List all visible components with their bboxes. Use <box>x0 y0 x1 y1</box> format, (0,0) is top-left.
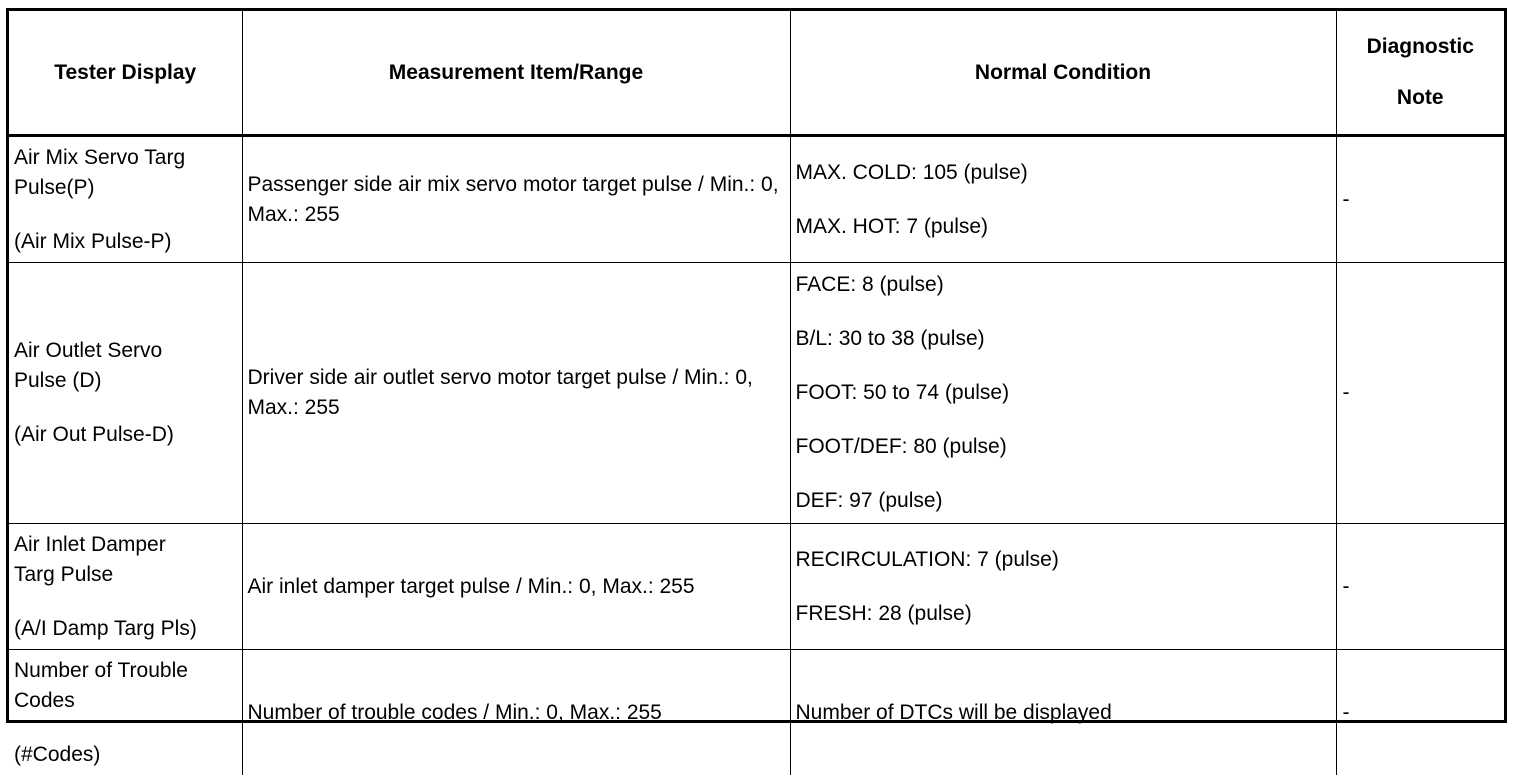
measurement-cell: Number of trouble codes / Min.: 0, Max.: 255 <box>242 650 790 775</box>
condition-line: FOOT: 50 to 74 (pulse) <box>796 378 1331 408</box>
tester-display-abbr: (Air Out Pulse-D) <box>14 420 237 450</box>
tester-display-cell <box>9 650 242 775</box>
header-diagnostic-note-line2: Note <box>1345 83 1497 113</box>
tester-display-name-line1: Air Outlet Servo <box>14 336 237 366</box>
tester-display-cell <box>9 524 242 650</box>
normal-condition-cell <box>790 650 1336 775</box>
tester-display-abbr: (#Codes) <box>14 740 237 770</box>
tester-display-name-line1: Number of Trouble <box>14 656 237 686</box>
condition-line: MAX. COLD: 105 (pulse) <box>796 158 1331 188</box>
header-tester-display: Tester Display <box>9 11 242 136</box>
diagnostic-note-cell: - <box>1336 650 1504 775</box>
condition-line: RECIRCULATION: 7 (pulse) <box>796 545 1331 575</box>
condition-line: B/L: 30 to 38 (pulse) <box>796 324 1331 354</box>
tester-display-name-line2: Pulse(P) <box>14 173 237 203</box>
measurement-cell: Air inlet damper target pulse / Min.: 0, Max.: 255 <box>242 524 790 650</box>
tester-display-cell <box>9 136 242 263</box>
normal-condition-cell <box>790 524 1336 650</box>
table-row <box>9 650 1504 775</box>
header-measurement: Measurement Item/Range <box>242 11 790 136</box>
measurement-cell: Driver side air outlet servo motor target pulse / Min.: 0, Max.: 255 <box>242 263 790 524</box>
normal-condition-cell <box>790 136 1336 263</box>
diagnostic-note-cell: - <box>1336 524 1504 650</box>
diagnostic-note-cell: - <box>1336 263 1504 524</box>
measurement-cell: Passenger side air mix servo motor target pulse / Min.: 0, Max.: 255 <box>242 136 790 263</box>
header-normal-condition: Normal Condition <box>790 11 1336 136</box>
data-table-container <box>6 8 1507 723</box>
normal-condition-cell <box>790 263 1336 524</box>
condition-line: MAX. HOT: 7 (pulse) <box>796 212 1331 242</box>
header-diagnostic-note-line1: Diagnostic <box>1345 32 1497 62</box>
tester-display-name-line2: Pulse (D) <box>14 366 237 396</box>
table-row <box>9 524 1504 650</box>
condition-line: FRESH: 28 (pulse) <box>796 599 1331 629</box>
condition-line: FACE: 8 (pulse) <box>796 270 1331 300</box>
tester-display-abbr: (Air Mix Pulse-P) <box>14 227 237 257</box>
tester-display-name-line1: Air Mix Servo Targ <box>14 143 237 173</box>
header-row <box>9 11 1504 136</box>
tester-display-cell <box>9 263 242 524</box>
tester-display-name-line2: Codes <box>14 686 237 716</box>
tester-display-name-line2: Targ Pulse <box>14 560 237 590</box>
tester-display-abbr: (A/I Damp Targ Pls) <box>14 614 237 644</box>
condition-line: FOOT/DEF: 80 (pulse) <box>796 432 1331 462</box>
tester-data-table <box>9 11 1504 775</box>
header-diagnostic-note <box>1336 11 1504 136</box>
table-row <box>9 263 1504 524</box>
condition-line: DEF: 97 (pulse) <box>796 486 1331 516</box>
tester-display-name-line1: Air Inlet Damper <box>14 530 237 560</box>
table-row <box>9 136 1504 263</box>
condition-line: Number of DTCs will be displayed <box>796 698 1331 728</box>
diagnostic-note-cell: - <box>1336 136 1504 263</box>
